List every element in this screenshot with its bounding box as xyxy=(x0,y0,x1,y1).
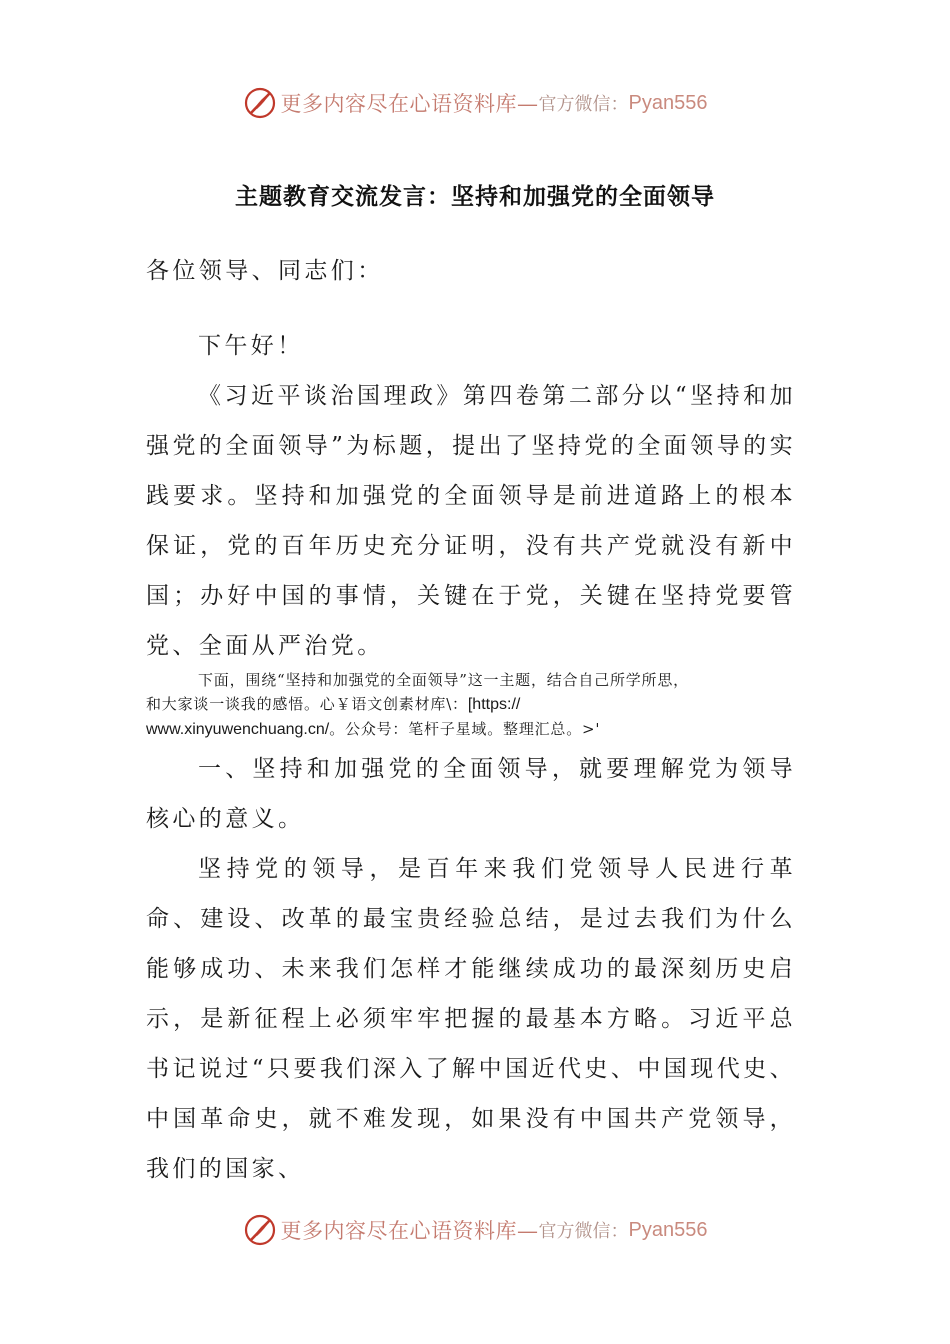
paragraph-1: 《习近平谈治国理政》第四卷第二部分以“坚持和加强党的全面领导”为标题，提出了坚持党的全面领导的实践要求。坚持和加强党的全面领导是前进道路上的根本保证，党的百年历史充分证明，没有共产党就没有新中国；办好中国的事情，关键在于党，关键在坚持党要管党、全面从严治党。 xyxy=(146,383,796,659)
section-1-content xyxy=(146,744,796,1194)
paragraph-2: 坚持党的领导，是百年来我们党领导人民进行革命、建设、改革的最宝贵经验总结，是过去我们为什么能够成功、未来我们怎样才能继续成功的最深刻历史启示，是新征程上必须牢牢把握的最基本方略。习近平总书记说过“只要我们深入了解中国近代史、中国现代史、中国革命史，就不难发现，如果没有中国共产党领导，我们的国家、 xyxy=(146,856,796,1182)
header-watermark xyxy=(0,83,950,123)
note-line-3-text: 。公众号：笔杆子星域。整理汇总。>' xyxy=(329,720,601,738)
note-line-3 xyxy=(146,717,796,742)
watermark-text: 更多内容尽在心语资料库— xyxy=(280,92,539,116)
note-line-2 xyxy=(146,692,796,717)
wechat-id: Pyan556 xyxy=(628,91,708,114)
note-line-1: 下面，围绕“坚持和加强党的全面领导”这一主题，结合自己所学所思， xyxy=(198,671,689,689)
document-title: 主题教育交流发言：坚持和加强党的全面领导 xyxy=(235,184,715,210)
quill-logo-icon xyxy=(243,1213,277,1247)
salutation: 各位领导、同志们： xyxy=(146,258,384,284)
watermark-text: 更多内容尽在心语资料库— xyxy=(280,1219,539,1243)
wechat-label: 官方微信： xyxy=(538,94,629,115)
greeting: 下午好！ xyxy=(198,333,304,359)
document-body xyxy=(146,246,796,296)
note-url-start: [https:// xyxy=(467,696,521,713)
section-1-heading: 一、坚持和加强党的全面领导，就要理解党为领导核心的意义。 xyxy=(146,756,796,832)
quill-logo-icon xyxy=(243,86,277,120)
source-note xyxy=(146,668,796,742)
wechat-id: Pyan556 xyxy=(628,1218,708,1241)
footer-watermark xyxy=(0,1210,950,1250)
wechat-label: 官方微信： xyxy=(538,1221,629,1242)
main-content xyxy=(146,321,796,671)
note-line-2-text: 和大家谈一谈我的感悟。心￥语文创素材库\： xyxy=(146,695,468,713)
note-url: www.xinyuwenchuang.cn/ xyxy=(146,721,330,738)
